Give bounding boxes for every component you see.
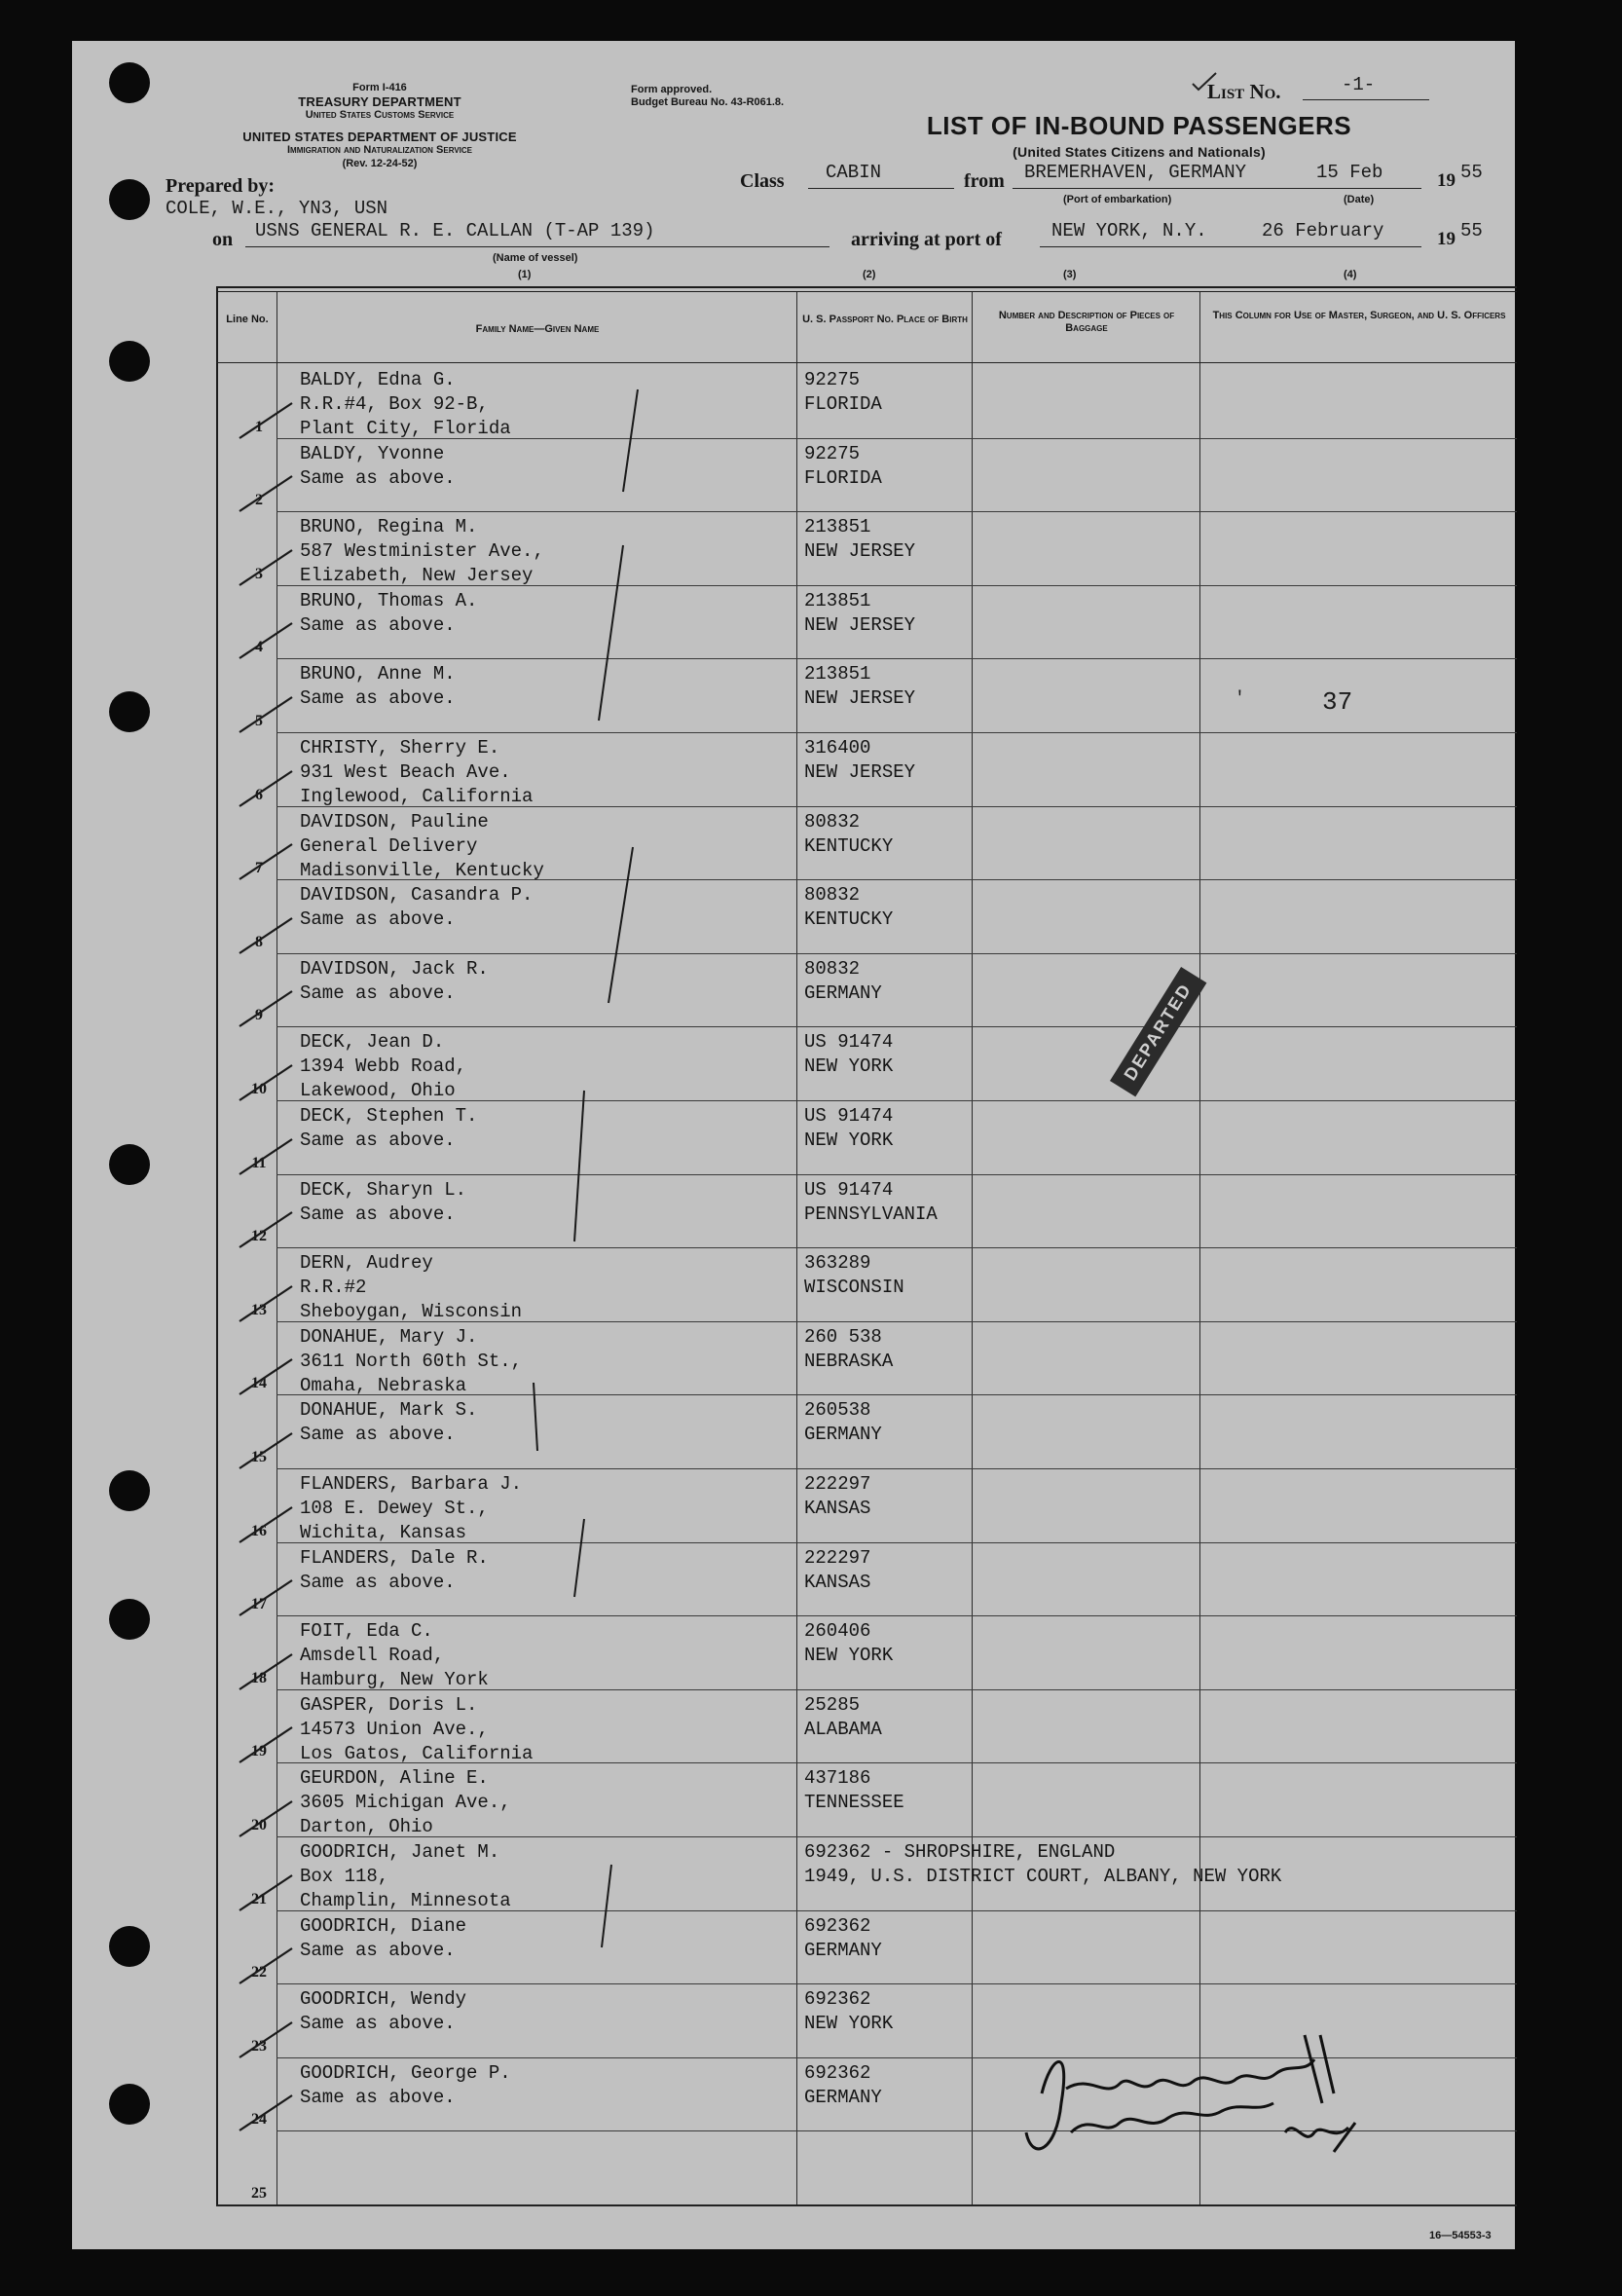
passport-birthplace-cell: 692362 NEW YORK [804, 1988, 894, 2035]
row-rule [276, 732, 1517, 733]
line-number: 14 [251, 1375, 267, 1392]
check-tick-icon [232, 468, 300, 517]
passenger-name-cell: DAVIDSON, Jack R. Same as above. [300, 957, 489, 1004]
page-subtitle: (United States Citizens and Nationals) [1013, 144, 1266, 160]
check-tick-icon [232, 542, 300, 591]
header-passport: U. S. Passport No. Place of Birth [802, 314, 968, 325]
line-number: 1 [255, 418, 263, 435]
line-number: 6 [255, 786, 263, 803]
arrival-underline [1040, 246, 1421, 247]
row-rule [276, 511, 1517, 512]
passenger-name-cell: DERN, Audrey R.R.#2 Sheboygan, Wisconsin [300, 1252, 523, 1323]
passenger-name-cell: FLANDERS, Barbara J. 108 E. Dewey St., Wichita, Kansas [300, 1473, 523, 1543]
check-tick-icon [232, 1720, 300, 1768]
check-tick-icon [232, 1352, 300, 1400]
line-number: 18 [251, 1669, 267, 1686]
binder-hole [109, 62, 150, 103]
check-tick-icon [232, 1278, 300, 1327]
passenger-name-cell: DAVIDSON, Casandra P. Same as above. [300, 884, 534, 931]
check-tick-icon [232, 1204, 300, 1253]
check-tick-icon [232, 1941, 300, 1989]
check-tick-icon [232, 1057, 300, 1106]
officer-note: 37 [1322, 687, 1353, 717]
line-number: 9 [255, 1007, 263, 1024]
row-rule [276, 953, 1517, 954]
check-tick-icon [232, 2088, 300, 2136]
check-tick-icon [232, 395, 300, 444]
port-embarkation-caption: (Port of embarkation) [1063, 194, 1172, 205]
row-rule [276, 1615, 1517, 1616]
from-label: from [964, 170, 1005, 192]
class-label: Class [740, 170, 785, 192]
table-top-rule-2 [216, 291, 1517, 292]
passport-birthplace-cell: 213851 NEW JERSEY [804, 589, 916, 636]
line-number: 8 [255, 933, 263, 950]
check-tick-icon [232, 1426, 300, 1474]
passenger-name-cell: BRUNO, Anne M. Same as above. [300, 663, 456, 710]
binder-hole [109, 179, 150, 220]
passport-birthplace-cell: 222297 KANSAS [804, 1473, 871, 1519]
passport-birthplace-cell: US 91474 NEW YORK [804, 1031, 894, 1078]
line-number: 22 [251, 1964, 267, 1981]
passenger-name-cell: BALDY, Yvonne Same as above. [300, 442, 456, 489]
passenger-name-cell: BALDY, Edna G. R.R.#4, Box 92-B, Plant City, Florida [300, 369, 511, 439]
line-number: 15 [251, 1449, 267, 1465]
passenger-name-cell: BRUNO, Thomas A. Same as above. [300, 589, 478, 636]
table-left-border [216, 288, 218, 2204]
check-tick-icon [232, 1868, 300, 1916]
check-tick-icon [232, 689, 300, 738]
passport-birthplace-cell: 692362 GERMANY [804, 2061, 882, 2108]
table-top-rule [216, 286, 1517, 288]
check-tick-icon [232, 1647, 300, 1695]
header-family-name: Family Name—Given Name [475, 323, 600, 335]
on-label: on [212, 229, 234, 250]
from-date: 15 Feb [1316, 162, 1383, 183]
binder-hole [109, 1144, 150, 1185]
line-number: 25 [251, 2185, 267, 2202]
passenger-name-cell: DAVIDSON, Pauline General Delivery Madisonville, Kentucky [300, 810, 544, 881]
customs-service: United States Customs Service [305, 109, 455, 121]
justice-dept: UNITED STATES DEPARTMENT OF JUSTICE [242, 130, 517, 144]
from-year-prefix: 19 [1437, 170, 1456, 191]
passport-birthplace-cell: 692362 GERMANY [804, 1914, 882, 1961]
passport-birthplace-cell: 92275 FLORIDA [804, 369, 882, 415]
passenger-name-cell: GASPER, Doris L. 14573 Union Ave., Los Gatos, California [300, 1693, 534, 1764]
passport-birthplace-cell: 80832 GERMANY [804, 957, 882, 1004]
form-revision: (Rev. 12-24-52) [342, 158, 418, 169]
passport-birthplace-cell: US 91474 PENNSYLVANIA [804, 1178, 938, 1225]
passport-birthplace-cell: 363289 WISCONSIN [804, 1252, 904, 1299]
passenger-name-cell: BRUNO, Regina M. 587 Westminister Ave., Elizabeth, New Jersey [300, 516, 544, 587]
line-number: 19 [251, 1743, 267, 1760]
line-number: 7 [255, 860, 263, 877]
departure-stamp: DEPARTED [1110, 967, 1206, 1096]
line-number: 23 [251, 2037, 267, 2055]
check-tick-icon [232, 1794, 300, 1842]
line-number: 16 [251, 1522, 267, 1539]
passport-birthplace-cell: 260406 NEW YORK [804, 1620, 894, 1667]
header-line-no: Line No. [226, 314, 269, 325]
date-caption: (Date) [1344, 194, 1375, 205]
line-number: 17 [251, 1596, 267, 1613]
line-number: 24 [251, 2111, 267, 2129]
footer-form-code: 16—54553-3 [1429, 2230, 1492, 2241]
col-number-4: (4) [1344, 269, 1357, 280]
officer-tick: ' [1235, 689, 1245, 709]
page-title: LIST OF IN-BOUND PASSENGERS [926, 111, 1352, 140]
budget-bureau: Budget Bureau No. 43-R061.8. [631, 96, 785, 108]
passport-birthplace-cell: 437186 TENNESSEE [804, 1767, 904, 1814]
passenger-name-cell: GEURDON, Aline E. 3605 Michigan Ave., Darton, Ohio [300, 1767, 511, 1838]
check-mark-icon [1190, 70, 1219, 93]
from-year: 55 [1460, 162, 1483, 183]
check-tick-icon [232, 910, 300, 959]
passport-birthplace-cell: US 91474 NEW YORK [804, 1105, 894, 1151]
line-number: 12 [251, 1228, 267, 1245]
header-baggage: Number and Description of Pieces of Baggage [998, 310, 1175, 334]
row-rule [276, 1468, 1517, 1469]
table-bottom-rule [216, 2204, 1517, 2206]
arrival-port: NEW YORK, N.Y. [1051, 220, 1207, 241]
ins-service: Immigration and Naturalization Service [286, 144, 472, 156]
binder-hole [109, 1470, 150, 1511]
prepared-by-value: COLE, W.E., YN3, USN [166, 198, 388, 219]
header-bottom-rule [216, 362, 1517, 363]
passport-birthplace-cell: 213851 NEW JERSEY [804, 663, 916, 710]
list-no-value: -1- [1342, 74, 1376, 95]
passport-birthplace-cell: 260538 GERMANY [804, 1399, 882, 1446]
passenger-name-cell: GOODRICH, Wendy Same as above. [300, 1988, 467, 2035]
passenger-name-cell: GOODRICH, George P. Same as above. [300, 2061, 511, 2108]
check-tick-icon [232, 2015, 300, 2063]
passenger-name-cell: CHRISTY, Sherry E. 931 West Beach Ave. Inglewood, California [300, 737, 534, 807]
col-number-2: (2) [863, 269, 876, 280]
passenger-name-cell: GOODRICH, Janet M. Box 118, Champlin, Minnesota [300, 1841, 511, 1911]
passenger-name-cell: DONAHUE, Mark S. Same as above. [300, 1399, 478, 1446]
line-number: 21 [251, 1890, 267, 1907]
passport-birthplace-cell: 80832 KENTUCKY [804, 810, 894, 857]
class-underline [808, 188, 954, 189]
from-underline [1013, 188, 1421, 189]
passport-birthplace-cell: 260 538 NEBRASKA [804, 1325, 894, 1372]
arrival-date: 26 February [1262, 220, 1384, 241]
check-tick-icon [232, 763, 300, 812]
passenger-name-cell: FLANDERS, Dale R. Same as above. [300, 1546, 489, 1593]
list-no-label: List No. [1207, 80, 1281, 103]
passport-birthplace-cell: 25285 ALABAMA [804, 1693, 882, 1740]
col-number-1: (1) [518, 269, 532, 280]
passenger-name-cell: DONAHUE, Mary J. 3611 North 60th St., Omaha, Nebraska [300, 1325, 523, 1396]
line-number: 20 [251, 1817, 267, 1833]
passenger-name-cell: DECK, Stephen T. Same as above. [300, 1105, 478, 1151]
row-rule [276, 1247, 1517, 1248]
passport-birthplace-cell: 222297 KANSAS [804, 1546, 871, 1593]
signature-image [1013, 2016, 1382, 2181]
row-rule [276, 1026, 1517, 1027]
row-rule [276, 1174, 1517, 1175]
list-no-underline [1303, 99, 1429, 100]
passport-birthplace-cell: 213851 NEW JERSEY [804, 516, 916, 563]
passenger-name-cell: GOODRICH, Diane Same as above. [300, 1914, 467, 1961]
line-number: 3 [255, 565, 263, 582]
check-tick-icon [232, 836, 300, 885]
binder-hole [109, 1926, 150, 1967]
check-tick-icon [232, 615, 300, 664]
passport-birthplace-cell: 92275 FLORIDA [804, 442, 882, 489]
check-tick-icon [232, 1131, 300, 1180]
vessel-name: USNS GENERAL R. E. CALLAN (T-AP 139) [255, 220, 655, 241]
line-number: 5 [255, 713, 263, 729]
from-port: BREMERHAVEN, GERMANY [1024, 162, 1247, 183]
passport-birthplace-cell: 80832 KENTUCKY [804, 884, 894, 931]
binder-hole [109, 341, 150, 382]
col-number-3: (3) [1063, 269, 1077, 280]
passport-birthplace-cell: 692362 - SHROPSHIRE, ENGLAND 1949, U.S. DISTRICT COURT, ALBANY, NEW YORK [804, 1841, 1282, 1887]
passenger-name-cell: DECK, Sharyn L. Same as above. [300, 1178, 467, 1225]
line-number: 11 [251, 1154, 267, 1171]
binder-hole [109, 691, 150, 732]
line-number: 2 [255, 492, 263, 509]
line-number: 13 [251, 1301, 267, 1318]
header-officers: This Column for Use of Master, Surgeon, and U. S. Officers [1212, 310, 1506, 321]
line-number: 4 [255, 639, 263, 656]
arrival-year: 55 [1460, 220, 1483, 241]
passenger-name-cell: DECK, Jean D. 1394 Webb Road, Lakewood, Ohio [300, 1031, 467, 1102]
row-rule [276, 1983, 1517, 1984]
binder-hole [109, 2084, 150, 2125]
check-tick-icon [232, 1500, 300, 1548]
binder-hole [109, 1599, 150, 1640]
form-approved: Form approved. [631, 84, 713, 95]
form-number: Form I-416 [352, 82, 407, 93]
vessel-underline [245, 246, 829, 247]
prepared-by-label: Prepared by: [166, 175, 276, 197]
class-value: CABIN [826, 162, 882, 183]
row-rule [276, 658, 1517, 659]
arrival-year-prefix: 19 [1437, 229, 1456, 249]
arriving-label: arriving at port of [851, 229, 1002, 250]
passenger-name-cell: FOIT, Eda C. Amsdell Road, Hamburg, New York [300, 1620, 489, 1691]
check-tick-icon [232, 1573, 300, 1621]
line-number: 10 [251, 1081, 267, 1097]
vessel-caption: (Name of vessel) [493, 252, 578, 264]
passport-birthplace-cell: 316400 NEW JERSEY [804, 737, 916, 783]
treasury-dept: TREASURY DEPARTMENT [298, 94, 461, 109]
check-tick-icon [232, 983, 300, 1032]
